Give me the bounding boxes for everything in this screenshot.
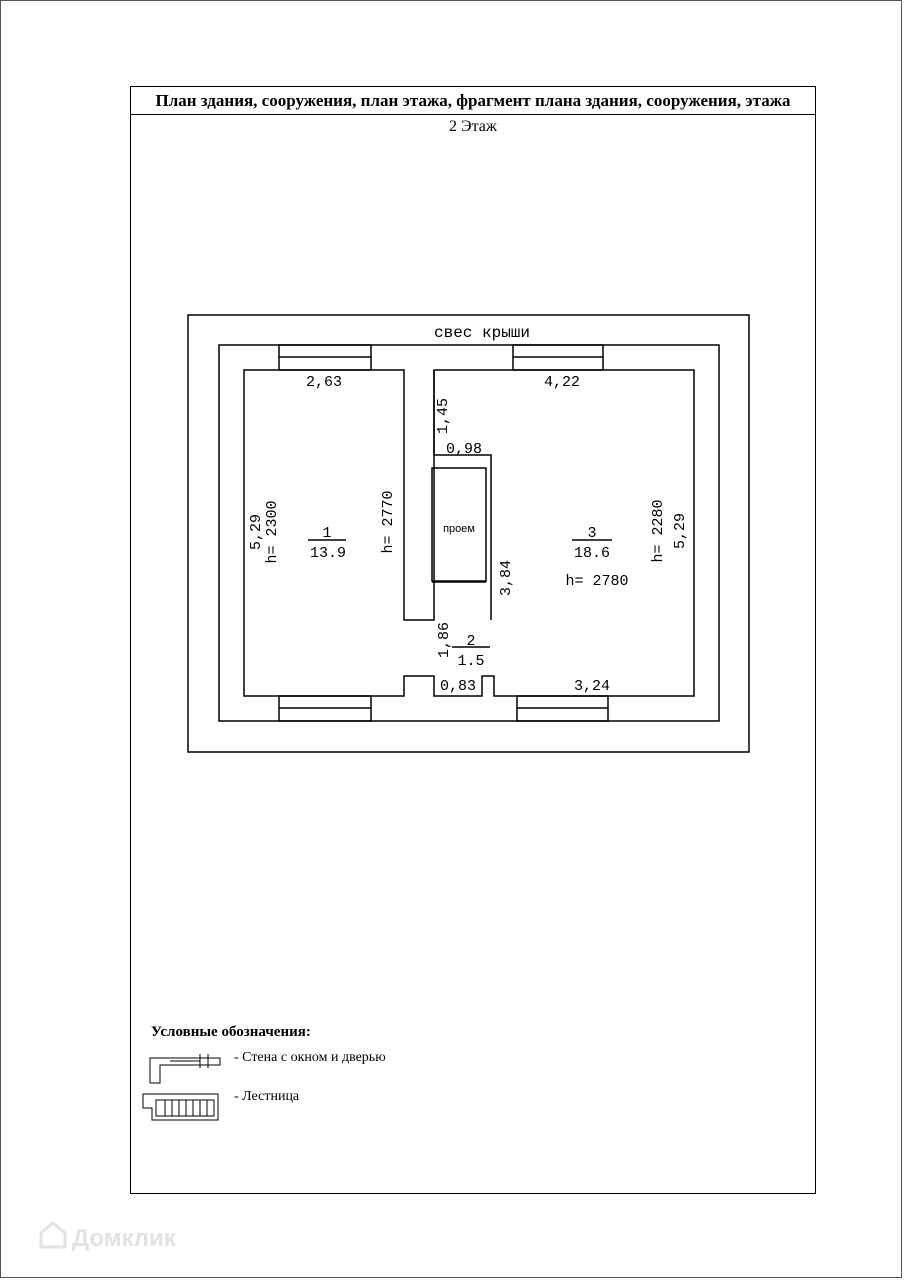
dim-room3-right: 5,29 — [672, 512, 689, 550]
room3-height: h= 2780 — [565, 573, 629, 590]
room3-area: 18.6 — [573, 545, 611, 562]
dim-hall-bottom: 0,83 — [439, 678, 477, 695]
room3-height-right: h= 2280 — [650, 499, 667, 563]
room1-number: 1 — [322, 525, 332, 542]
wall-window-door-icon — [150, 1058, 220, 1083]
dim-room1-top: 2,63 — [305, 374, 343, 391]
floor-label: 2 Этаж — [449, 118, 497, 135]
room3-number: 3 — [587, 525, 597, 542]
dim-hall-side: 1,86 — [436, 621, 453, 659]
dim-room3-top: 4,22 — [543, 374, 581, 391]
room1-height-left: h= 2300 — [264, 500, 281, 564]
legend-title: Условные обозначения: — [151, 1024, 311, 1040]
room2-number: 2 — [466, 633, 476, 650]
room1-area: 13.9 — [309, 545, 347, 562]
document-title: План здания, сооружения, план этажа, фрагмент плана здания, сооружения, этажа — [131, 87, 815, 115]
dim-corridor-top: 1,45 — [435, 397, 452, 435]
legend-icons — [143, 1054, 220, 1120]
dim-room3-bottom: 3,24 — [573, 678, 611, 695]
legend-item-wall: - Стена с окном и дверью — [234, 1050, 386, 1065]
house-logo-icon — [38, 1220, 68, 1257]
dim-room1-left: 5,29 — [248, 513, 265, 551]
room2-area: 1.5 — [457, 653, 485, 670]
opening-label: проем — [443, 523, 475, 535]
watermark — [38, 1220, 176, 1257]
watermark-text: Домклик — [72, 1224, 176, 1252]
legend-item-stairs: - Лестница — [234, 1089, 300, 1104]
dim-stair-side: 3,84 — [498, 559, 515, 597]
room1-height-right: h= 2770 — [380, 490, 397, 554]
roof-overhang-label: свес крыши — [433, 324, 531, 342]
dim-corridor-width: 0,98 — [445, 441, 483, 458]
